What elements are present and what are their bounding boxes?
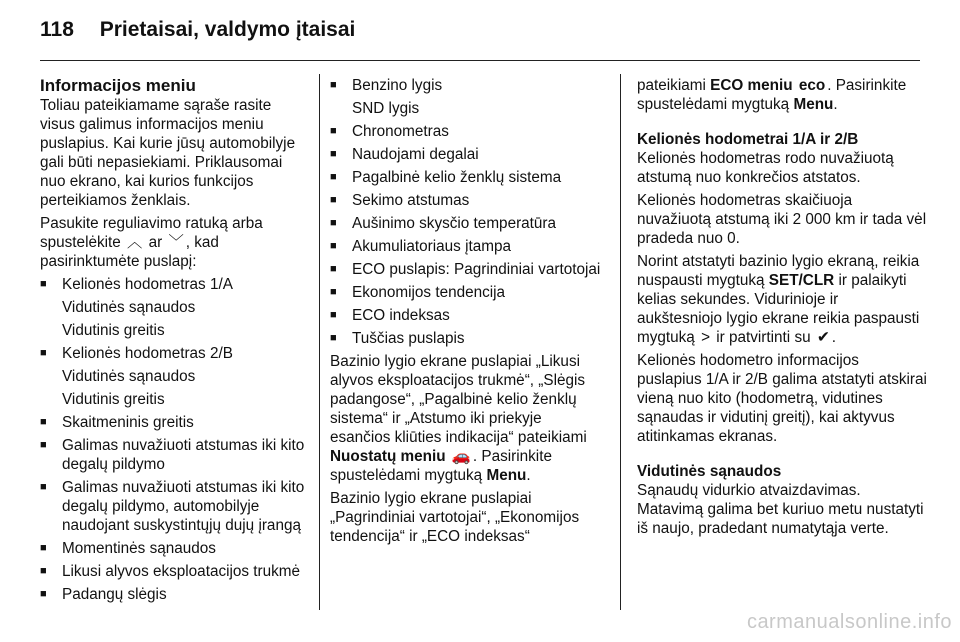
list-item: ■ Momentinės sąnaudos — [40, 539, 310, 558]
list-item: ■ Kelionės hodometras 2/B — [40, 344, 310, 363]
list-subitem: Vidutinės sąnaudos — [62, 299, 196, 316]
list-item: ■ Akumuliatoriaus įtampa — [330, 237, 606, 256]
page-number: 118 — [40, 18, 74, 41]
list-item: ■ Galimas nuvažiuoti atstumas iki kito degalų pildymo, automobilyje naudojant suskystintųjų dujų įrangą — [40, 478, 310, 535]
instruction-text: , kad pasirinktumėte puslapį: — [40, 234, 219, 270]
list-subitem: Vidutinės sąnaudos — [62, 368, 196, 385]
list-item: ■ Pagalbinė kelio ženklų sistema — [330, 168, 606, 187]
paragraph-text: ir patvirtinti su — [716, 329, 811, 346]
list-item: ■ Kelionės hodometras 1/A — [40, 275, 310, 294]
page-title: Prietaisai, valdymo įtaisai — [99, 18, 356, 41]
paragraph: Kelionės hodometras rodo nuvažiuotą atstumą nuo konkrečios atstatos. — [637, 150, 894, 186]
chevron-down-icon: ﹀ — [168, 234, 184, 251]
list-item: ■ Likusi alyvos eksploatacijos trukmė — [40, 562, 310, 581]
menu-page-list — [40, 275, 310, 604]
list-item: ■ Skaitmeninis greitis — [40, 413, 310, 432]
column-1 — [40, 76, 310, 608]
instruction-paragraph — [40, 214, 310, 271]
car-icon: 🚗 — [451, 448, 471, 465]
section-heading: Informacijos meniu — [40, 76, 196, 95]
list-subitem: Vidutinis greitis — [62, 391, 165, 408]
paragraph-text: pateikiami — [637, 77, 706, 94]
reset-paragraph: Norint atstatyti bazinio lygio ekraną, reikia nuspausti mygtuką SET/CLR ir palaikyti kelias sekundes. Vidurinioje ir aukštesniojo lygio ekrane reikia paspausti mygtuką > ir patvirtinti su ✔ . — [637, 253, 920, 346]
list-item: ■ Naudojami degalai — [330, 145, 606, 164]
intro-paragraph: Toliau pateikiamame sąraše rasite visus galimus informacijos meniu puslapius. Kai kurie jūsų automobilyje gali būti nepasiekiami. Priklausomai nuo ekrano, kai kurios funkcijos perteikiamos ženklais. — [40, 97, 296, 209]
eco-pages-paragraph: Bazinio lygio ekrane puslapiai „Pagrindiniai vartotojai“, „Ekonomijos tendencija“ ir „ECO indeksas“ — [330, 490, 580, 545]
list-item: ■ ECO indeksas — [330, 306, 606, 325]
list-item: ■ Ekonomijos tendencija — [330, 283, 606, 302]
settings-menu-label: Nuostatų meniu — [330, 448, 446, 465]
eco-menu-label: ECO meniu — [710, 77, 793, 94]
checkmark-icon: ✔ — [816, 329, 830, 346]
paragraph: Sąnaudų vidurkio atvaizdavimas. Matavimą galima bet kuriuo metu nustatyti iš naujo, pradedant numatytąja verte. — [637, 482, 924, 537]
column-2 — [330, 76, 606, 550]
list-item: ■ ECO puslapis: Pagrindiniai vartotojai — [330, 260, 606, 279]
set-clr-label: SET/CLR — [768, 272, 835, 289]
instruction-text: ar — [148, 234, 163, 251]
list-subitem: SND lygis — [352, 100, 420, 117]
header-rule — [40, 60, 920, 61]
list-item: ■ Tuščias puslapis — [330, 329, 606, 348]
paragraph-text: ir palaikyti kelias sekundes. Vidurinioje ir aukštesniojo lygio ekrane reikia paspausti mygtuką — [637, 272, 920, 346]
eco-icon: eco — [798, 77, 826, 94]
settings-menu-paragraph: Bazinio lygio ekrane puslapiai „Likusi alyvos eksploatacijos trukmė“, „Slėgis padangose“, „Pagalbinė kelio ženklų sistema“ ir „Atstumo iki priekyje esančios kliūties indikacija“ pateikiami Nuostatų meniu 🚗 . Pasirinkite spustelėdami mygtuką Menu. — [330, 353, 587, 484]
paragraph-text: Pasirinkite spustelėdami mygtuką — [637, 77, 907, 113]
paragraph: Kelionės hodometras skaičiuoja nuvažiuotą atstumą iki 2 000 km ir tada vėl pradeda nuo 0. — [637, 192, 927, 247]
paragraph-text: Pasirinkite spustelėdami mygtuką — [330, 448, 552, 484]
list-item: ■ Galimas nuvažiuoti atstumas iki kito degalų pildymo — [40, 436, 310, 474]
watermark: carmanualsonline.info — [746, 611, 952, 633]
menu-button-label: Menu — [793, 96, 834, 113]
list-item: ■ Padangų slėgis — [40, 585, 310, 604]
page-header — [40, 18, 355, 42]
list-item: ■ Aušinimo skysčio temperatūra — [330, 214, 606, 233]
list-item: ■ Benzino lygis — [330, 76, 606, 95]
paragraph-text: Bazinio lygio ekrane puslapiai „Likusi alyvos eksploatacijos trukmė“, „Slėgis padangose“, „Pagalbinė kelio ženklų sistema“ ir „Atstumo iki priekyje esančios kliūties indikacija“ pateikiami — [330, 353, 587, 446]
list-item: ■ Sekimo atstumas — [330, 191, 606, 210]
subheading-trip-odometers: Kelionės hodometrai 1/A ir 2/B — [637, 131, 859, 148]
chevron-up-icon: ︿ — [127, 234, 143, 251]
paragraph-text: Norint atstatyti bazinio lygio ekraną, reikia nuspausti mygtuką — [637, 253, 920, 289]
column-divider-2 — [620, 74, 621, 610]
list-subitem: Vidutinis greitis — [62, 322, 165, 339]
eco-menu-paragraph: pateikiami ECO meniu eco . Pasirinkite spustelėdami mygtuką Menu. — [637, 77, 907, 113]
list-item: ■ Chronometras — [330, 122, 606, 141]
subheading-average-consumption: Vidutinės sąnaudos — [637, 463, 782, 480]
column-divider-1 — [319, 74, 320, 610]
menu-page-list-continued — [330, 76, 606, 348]
column-3 — [637, 76, 927, 542]
menu-button-label: Menu — [486, 467, 527, 484]
chevron-right-icon: > — [701, 329, 710, 346]
paragraph: Kelionės hodometro informacijos puslapius 1/A ir 2/B galima atstatyti atskirai vieną nuo kito (hodometrą, vidutines sąnaudas ir vidutinį greitį), kai aktyvus atitinkamas ekranas. — [637, 352, 927, 445]
instruction-text: Pasukite reguliavimo ratuką arba spustelėkite — [40, 215, 263, 251]
